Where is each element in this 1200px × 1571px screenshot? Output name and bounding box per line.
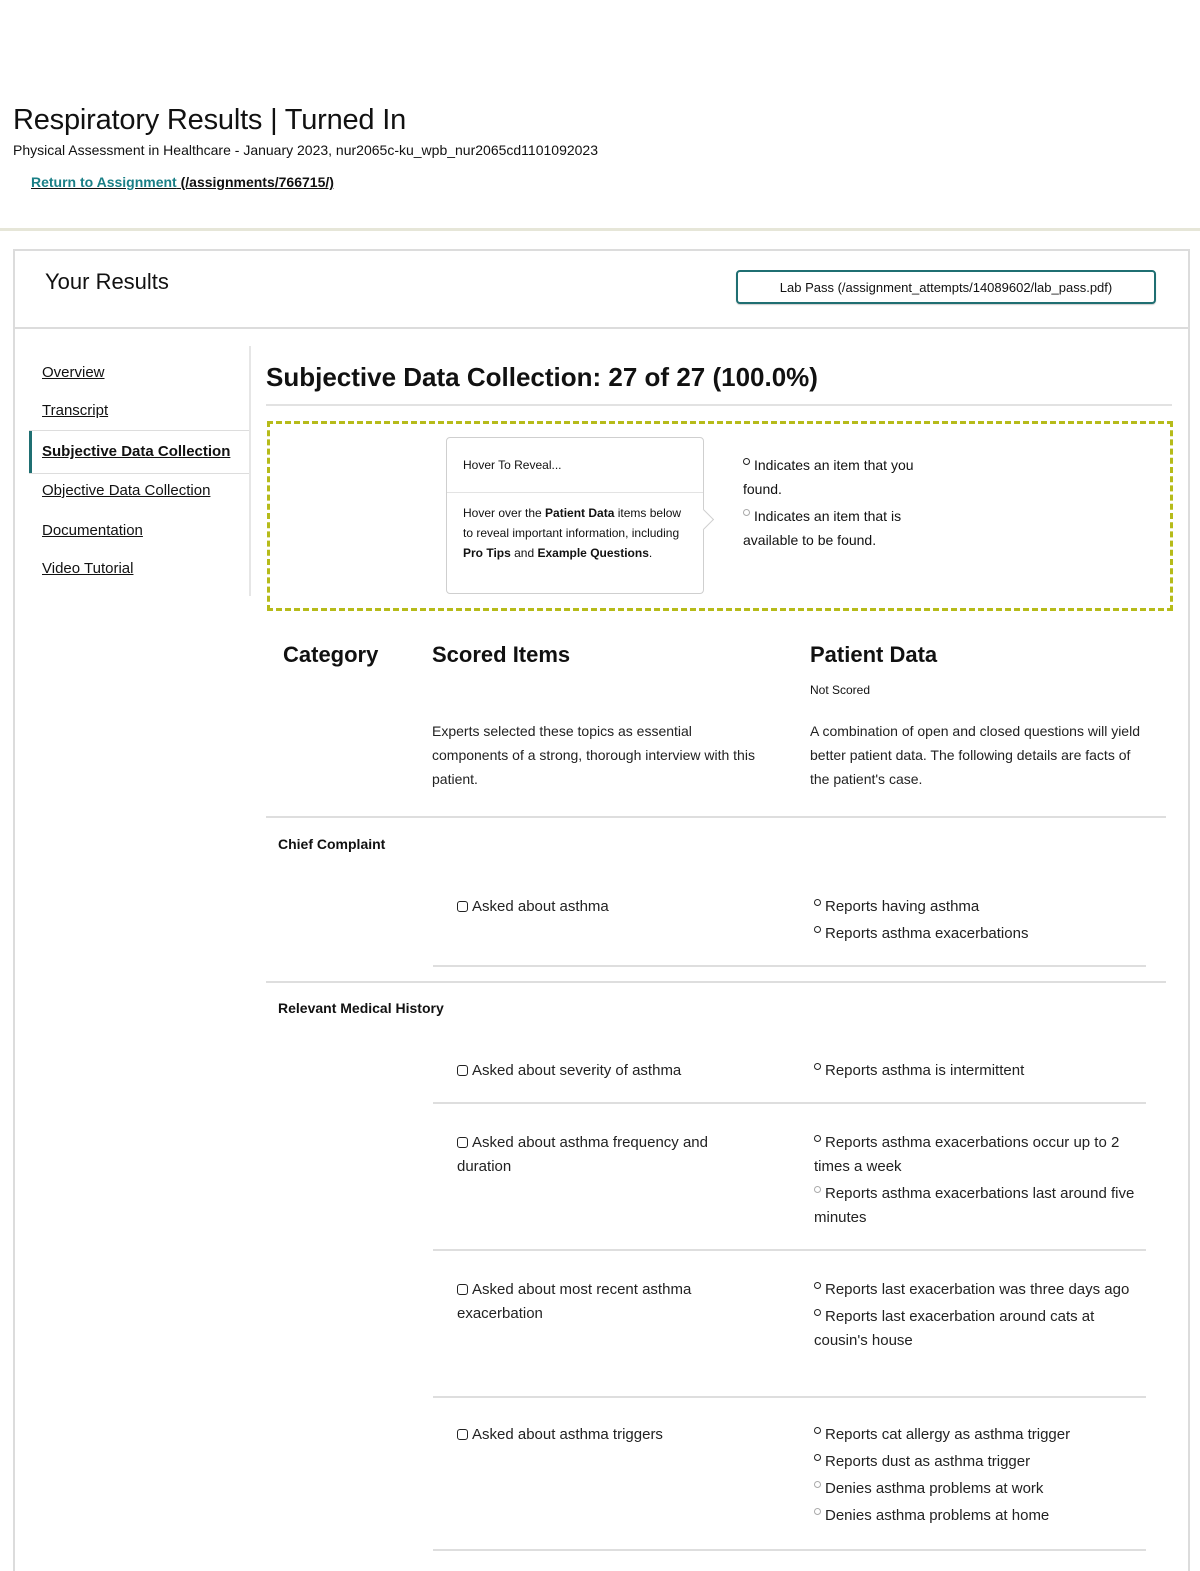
found-dot-icon bbox=[743, 458, 750, 465]
patient-data-item[interactable]: Denies asthma problems at work bbox=[814, 1477, 1144, 1501]
patient-data-item[interactable]: Reports dust as asthma trigger bbox=[814, 1450, 1144, 1474]
patient-data-list bbox=[814, 1131, 1144, 1233]
return-link-path: (/assignments/766715/) bbox=[176, 174, 334, 190]
column-header-patient-data: Patient Data bbox=[810, 642, 938, 667]
legend-found bbox=[743, 453, 933, 501]
nav-item-subjective-data-collection[interactable]: Subjective Data Collection bbox=[42, 443, 231, 460]
nav-item-documentation[interactable]: Documentation bbox=[42, 522, 143, 539]
patient-data-item[interactable]: Reports asthma is intermittent bbox=[814, 1059, 1144, 1083]
category-divider bbox=[266, 981, 1166, 983]
patient-data-item[interactable]: Reports asthma exacerbations last around five minutes bbox=[814, 1185, 1135, 1226]
patient-data-list bbox=[814, 895, 1144, 949]
page-title: Respiratory Results | Turned In bbox=[13, 104, 407, 136]
found-dot-icon bbox=[814, 1282, 821, 1289]
scored-items-description: Experts selected these topics as essential components of a strong, thorough interview with this patient. bbox=[432, 723, 755, 787]
lab-pass-button[interactable]: Lab Pass (/assignment_attempts/14089602/lab_pass.pdf) bbox=[736, 270, 1156, 304]
return-link-label: Return to Assignment bbox=[31, 174, 177, 190]
scored-item bbox=[457, 1278, 747, 1326]
tooltip-divider bbox=[447, 492, 703, 493]
patient-data-item[interactable]: Reports having asthma bbox=[814, 895, 1144, 919]
patient-data-list bbox=[814, 1059, 1144, 1086]
scored-item-label: Asked about asthma bbox=[472, 898, 609, 915]
available-dot-icon bbox=[743, 509, 750, 516]
scored-item-label: Asked about most recent asthma exacerbation bbox=[457, 1281, 692, 1322]
return-to-assignment-link[interactable] bbox=[31, 174, 334, 190]
scored-item bbox=[457, 1423, 747, 1447]
patient-data-list bbox=[814, 1278, 1144, 1356]
tooltip-text: Hover over the bbox=[463, 506, 546, 520]
row-divider bbox=[433, 1102, 1146, 1104]
row-divider bbox=[433, 1549, 1146, 1551]
nav-active-indicator bbox=[29, 431, 32, 473]
legend-found-text: Indicates an item that you found. bbox=[743, 457, 914, 497]
checkbox-icon[interactable] bbox=[457, 901, 468, 912]
checkbox-icon[interactable] bbox=[457, 1284, 468, 1295]
column-header-category: Category bbox=[283, 642, 379, 667]
hover-tooltip bbox=[446, 437, 704, 594]
patient-data-item[interactable]: Reports last exacerbation was three days ago bbox=[814, 1278, 1144, 1302]
patient-data-list bbox=[814, 1423, 1144, 1531]
scored-item-label: Asked about asthma triggers bbox=[472, 1426, 663, 1443]
patient-data-item[interactable]: Reports asthma exacerbations bbox=[814, 922, 1144, 946]
scored-item-label: Asked about severity of asthma bbox=[472, 1062, 682, 1079]
nav-item-objective-data-collection[interactable]: Objective Data Collection bbox=[42, 482, 211, 499]
tooltip-body bbox=[463, 503, 693, 563]
patient-data-description: A combination of open and closed questions will yield better patient data. The following details are facts of the patient's case. bbox=[810, 723, 1140, 787]
available-dot-icon bbox=[814, 1186, 821, 1193]
found-dot-icon bbox=[814, 1427, 821, 1434]
tooltip-bold-text: Example Questions bbox=[537, 546, 649, 560]
row-divider bbox=[433, 965, 1146, 967]
results-title: Your Results bbox=[45, 269, 169, 294]
tooltip-text: and bbox=[510, 546, 538, 560]
category-label: Chief Complaint bbox=[278, 836, 386, 852]
legend-available bbox=[743, 504, 933, 552]
section-title: Subjective Data Collection: 27 of 27 (100.0%) bbox=[266, 362, 818, 392]
tooltip-bold-text: Patient Data bbox=[545, 506, 615, 520]
nav-item-transcript[interactable]: Transcript bbox=[42, 402, 109, 419]
header-divider bbox=[0, 228, 1200, 231]
nav-item-video-tutorial[interactable]: Video Tutorial bbox=[42, 560, 134, 577]
available-dot-icon bbox=[814, 1508, 821, 1515]
tooltip-title: Hover To Reveal... bbox=[463, 458, 562, 472]
available-dot-icon bbox=[814, 1481, 821, 1488]
category-label: Relevant Medical History bbox=[278, 1000, 444, 1016]
patient-data-item[interactable]: Reports asthma exacerbations occur up to 2 times a week bbox=[814, 1134, 1120, 1175]
scored-item bbox=[457, 1059, 747, 1083]
patient-data-item[interactable]: Denies asthma problems at home bbox=[814, 1504, 1144, 1528]
tooltip-bold-text: Pro Tips bbox=[463, 546, 511, 560]
legend-available-text: Indicates an item that is available to be found. bbox=[743, 508, 902, 548]
course-subtitle: Physical Assessment in Healthcare - January 2023, nur2065c-ku_wpb_nur2065cd1101092023 bbox=[13, 142, 599, 158]
section-title-divider bbox=[266, 404, 1172, 406]
found-dot-icon bbox=[814, 1063, 821, 1070]
side-nav bbox=[29, 346, 251, 596]
patient-data-item[interactable]: Reports last exacerbation around cats at cousin's house bbox=[814, 1308, 1095, 1349]
found-dot-icon bbox=[814, 1309, 821, 1316]
tooltip-text: . bbox=[648, 546, 653, 560]
scored-item bbox=[457, 895, 747, 919]
not-scored-label: Not Scored bbox=[810, 683, 871, 697]
column-header-scored-items: Scored Items bbox=[432, 642, 571, 667]
patient-data-item[interactable]: Reports cat allergy as asthma trigger bbox=[814, 1423, 1144, 1447]
checkbox-icon[interactable] bbox=[457, 1429, 468, 1440]
found-dot-icon bbox=[814, 1135, 821, 1142]
row-divider bbox=[433, 1249, 1146, 1251]
checkbox-icon[interactable] bbox=[457, 1137, 468, 1148]
found-dot-icon bbox=[814, 1454, 821, 1461]
checkbox-icon[interactable] bbox=[457, 1065, 468, 1076]
legend-box bbox=[267, 421, 1173, 611]
category-divider bbox=[266, 816, 1166, 818]
scored-item-label: Asked about asthma frequency and duration bbox=[457, 1134, 708, 1175]
found-dot-icon bbox=[814, 899, 821, 906]
found-dot-icon bbox=[814, 926, 821, 933]
scored-item bbox=[457, 1131, 747, 1179]
row-divider bbox=[433, 1396, 1146, 1398]
results-header bbox=[15, 251, 1188, 329]
nav-item-overview[interactable]: Overview bbox=[42, 364, 105, 381]
tooltip-text: items below to reveal important information, including bbox=[463, 506, 682, 540]
